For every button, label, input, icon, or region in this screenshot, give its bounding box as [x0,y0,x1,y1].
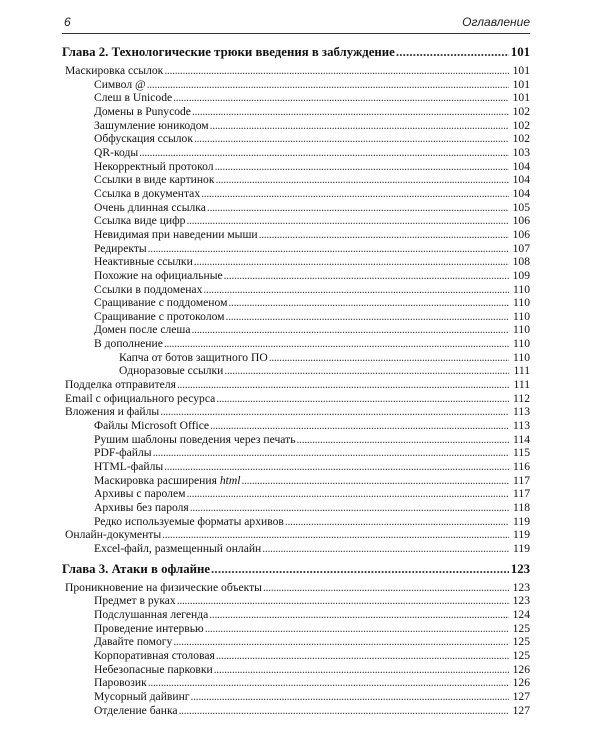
toc-entry[interactable] [62,622,530,636]
toc-entry-title-italic: html [219,473,241,487]
toc-entry[interactable] [62,296,530,310]
dot-leader [173,635,509,649]
dot-leader [194,132,509,146]
toc-page-number: 110 [513,296,530,310]
toc-entry-title: Ссылки в поддоменах [94,282,203,296]
toc-chapter[interactable] [62,562,530,577]
toc-page-number: 127 [512,689,530,703]
toc-entry-title: Подслушанная легенда [94,607,209,621]
dot-leader [226,310,509,324]
toc-page-number: 106 [512,227,530,241]
dot-leader [186,214,509,228]
toc-page-number: 104 [512,159,530,173]
toc-page-number: 110 [513,282,530,296]
dot-leader [162,528,509,542]
toc-entry-title: Архивы с паролем [94,487,186,501]
toc-entry-title: Глава 3. Атаки в офлайне [62,561,211,576]
toc-entry[interactable] [62,378,530,392]
dot-leader [177,594,509,608]
toc-page-number: 108 [512,255,530,269]
toc-entry-title: Сращивание с протоколом [94,309,225,323]
dot-leader [164,64,509,78]
toc-page-number: 106 [512,214,530,228]
toc-page-number: 114 [513,432,530,446]
toc-entry-title: HTML-файлы [94,460,164,474]
toc-entry[interactable] [62,201,530,215]
toc-entry-title: В дополнение [94,337,163,351]
toc-page-number: 101 [510,45,530,59]
toc-page-number: 126 [512,676,530,690]
dot-leader [262,542,509,556]
toc-entry-title: Ссылка виде цифр [94,214,186,228]
toc-entry-title: Неактивные ссылки [94,255,193,269]
dot-leader [215,173,509,187]
toc-page-number: 105 [512,200,530,214]
dot-leader [269,351,509,365]
toc-entry[interactable] [62,105,530,119]
toc-entry-title: Маскировка расширения html [94,473,241,487]
toc-page-number: 123 [512,580,530,594]
dot-leader [214,663,509,677]
toc-entry[interactable] [62,501,530,515]
toc-entry-title: Глава 2. Технологические трюки введения в заблуждение [62,45,395,59]
toc-entry-title: Слеш в Unicode [94,91,173,105]
dot-leader [160,405,509,419]
dot-leader [210,419,509,433]
dot-leader [259,228,509,242]
toc-entry[interactable] [62,433,530,447]
toc-entry-title: Файлы Microsoft Office [94,419,210,433]
page-number: 6 [64,15,71,29]
toc-page-number: 126 [512,662,530,676]
toc-page-number: 104 [512,186,530,200]
toc-entry-title: PDF-файлы [94,446,152,460]
dot-leader [164,460,509,474]
dot-leader [173,91,509,105]
dot-leader [148,676,509,690]
dot-leader [203,283,509,297]
toc-entry-title: Отделение банка [94,703,178,717]
toc-page-number: 102 [512,132,530,146]
toc-entry-title: Предмет в руках [94,594,176,608]
dot-leader [201,187,509,201]
toc-entry[interactable] [62,690,530,704]
toc-entry-title: Паровозик [94,676,147,690]
toc-entry-title: Корпоративная столовая [94,648,215,662]
dot-leader [179,704,509,718]
dot-leader [224,364,509,378]
toc-page-number: 111 [513,378,530,392]
toc-entry[interactable] [62,635,530,649]
toc-page-number: 110 [513,309,530,323]
toc-page-number: 125 [512,648,530,662]
dot-leader [153,446,509,460]
toc-page-number: 101 [512,64,530,77]
dot-leader [209,608,509,622]
toc-entry-title: Мусорный дайвинг [94,689,190,703]
toc-entry[interactable] [62,242,530,256]
toc-page-number: 116 [513,460,530,474]
toc-entry[interactable] [62,310,530,324]
toc-page-number: 111 [513,364,530,378]
toc-page-number: 118 [513,501,530,514]
toc-entry[interactable] [62,119,530,133]
table-of-contents [62,45,530,717]
toc-page-number: 117 [513,487,530,501]
toc-entry[interactable] [62,78,530,92]
toc-entry-title: Домен после слеша [94,323,191,337]
toc-entry[interactable] [62,528,530,542]
toc-entry[interactable] [62,64,530,78]
toc-page-number: 123 [510,561,530,576]
toc-entry-title: Одноразовые ссылки [119,364,224,378]
dot-leader [177,378,509,392]
dot-leader [228,296,509,310]
toc-entry[interactable] [62,323,530,337]
toc-entry-title: Проведение интервью [94,621,204,635]
toc-entry[interactable] [62,704,530,718]
dot-leader [192,105,509,119]
dot-leader [241,474,509,488]
toc-entry[interactable] [62,663,530,677]
toc-entry-title: Рушим шаблоны поведения через печать [94,432,296,446]
dot-leader [216,392,509,406]
toc-page-number: 124 [512,607,530,621]
dot-leader [211,562,509,577]
toc-entry-title: Очень длинная ссылка [94,200,206,214]
toc-page-number: 103 [512,145,530,159]
toc-entry-title: Редиректы [94,241,147,255]
toc-entry-title: Excel-файл, размещенный онлайн [94,541,262,555]
toc-entry-title: Невидимая при наведении мыши [94,227,258,241]
toc-entry[interactable] [62,187,530,201]
toc-entry[interactable] [62,160,530,174]
dot-leader [210,119,509,133]
dot-leader [263,581,509,595]
dot-leader [215,160,509,174]
dot-leader [396,45,509,60]
toc-entry-title: Зашумление юникодом [94,118,209,132]
toc-page-number: 127 [512,703,530,717]
toc-page-number: 102 [512,104,530,118]
dot-leader [191,690,509,704]
toc-entry-title: Ссылки в виде картинок [94,173,215,187]
toc-entry[interactable] [62,132,530,146]
toc-entry-title: Онлайн-документы [65,528,162,542]
toc-page-number: 101 [512,77,530,91]
dot-leader [148,242,509,256]
toc-entry-title: Вложения и файлы [65,405,160,419]
toc-entry[interactable] [62,351,530,365]
toc-entry[interactable] [62,542,530,556]
toc-entry-title: Домены в Punycode [94,104,191,118]
toc-page-number: 101 [512,91,530,105]
toc-page-number: 123 [512,594,530,608]
toc-entry[interactable] [62,173,530,187]
toc-entry[interactable] [62,487,530,501]
toc-entry[interactable] [62,214,530,228]
dot-leader [192,323,510,337]
toc-entry[interactable] [62,676,530,690]
toc-entry[interactable] [62,474,530,488]
dot-leader [297,433,510,447]
toc-entry-title: Ссылка в документах [94,186,201,200]
running-title: Оглавление [462,15,530,29]
toc-page-number: 110 [513,350,530,364]
toc-entry[interactable] [62,228,530,242]
toc-entry-title: Редко используемые форматы архивов [94,514,284,528]
toc-entry[interactable] [62,608,530,622]
toc-entry[interactable] [62,460,530,474]
toc-page-number: 115 [513,446,530,460]
toc-entry-title: QR-коды [94,145,139,159]
toc-entry-title: Сращивание с поддоменом [94,296,228,310]
toc-page-number: 109 [512,268,530,282]
toc-entry-title: Давайте помогу [94,635,173,649]
toc-entry[interactable] [62,581,530,595]
dot-leader [186,487,509,501]
dot-leader [190,501,509,515]
toc-page-number: 102 [512,118,530,132]
toc-entry-title: Похожие на официальные [94,268,223,282]
running-header [62,15,530,31]
toc-entry[interactable] [62,364,530,378]
toc-entry[interactable] [62,91,530,105]
dot-leader [207,201,509,215]
toc-page-number: 119 [513,541,530,555]
toc-entry[interactable] [62,392,530,406]
toc-entry[interactable] [62,283,530,297]
toc-entry[interactable] [62,255,530,269]
toc-entry[interactable] [62,419,530,433]
toc-page-number: 113 [513,405,530,419]
toc-page-number: 110 [513,337,530,351]
dot-leader [164,337,509,351]
dot-leader [285,515,509,529]
toc-entry[interactable] [62,446,530,460]
toc-entry-title: Капча от ботов защитного ПО [119,350,268,364]
dot-leader [205,622,509,636]
toc-page-number: 104 [512,173,530,187]
toc-page-number: 110 [513,323,530,337]
toc-entry-title: Маскировка ссылок [65,64,164,77]
toc-page-number: 113 [513,419,530,433]
toc-entry[interactable] [62,337,530,351]
dot-leader [216,649,509,663]
toc-entry-title: Некорректный протокол [94,159,214,173]
toc-entry[interactable] [62,269,530,283]
toc-entry[interactable] [62,594,530,608]
toc-page-number: 119 [513,514,530,528]
toc-entry[interactable] [62,515,530,529]
toc-entry-title: Проникновение на физические объекты [65,580,262,594]
toc-entry-title: Символ @ [94,77,146,91]
dot-leader [147,78,509,92]
toc-page-number: 125 [512,621,530,635]
toc-chapter[interactable] [62,45,530,60]
toc-entry-title: Email с официального ресурса [65,391,216,405]
toc-page-number: 117 [513,473,530,487]
toc-page-number: 119 [513,528,530,542]
dot-leader [224,269,509,283]
toc-page-number: 125 [512,635,530,649]
toc-entry[interactable] [62,649,530,663]
header-rule [62,33,530,34]
toc-entry-title: Подделка отправителя [65,378,176,392]
dot-leader [139,146,509,160]
toc-entry[interactable] [62,405,530,419]
toc-page-number: 112 [513,391,530,405]
toc-entry[interactable] [62,146,530,160]
toc-page-number: 107 [512,241,530,255]
dot-leader [194,255,509,269]
toc-entry-title: Небезопасные парковки [94,662,213,676]
toc-entry-title: Обфускация ссылок [94,132,193,146]
toc-entry-title: Архивы без пароля [94,501,189,514]
